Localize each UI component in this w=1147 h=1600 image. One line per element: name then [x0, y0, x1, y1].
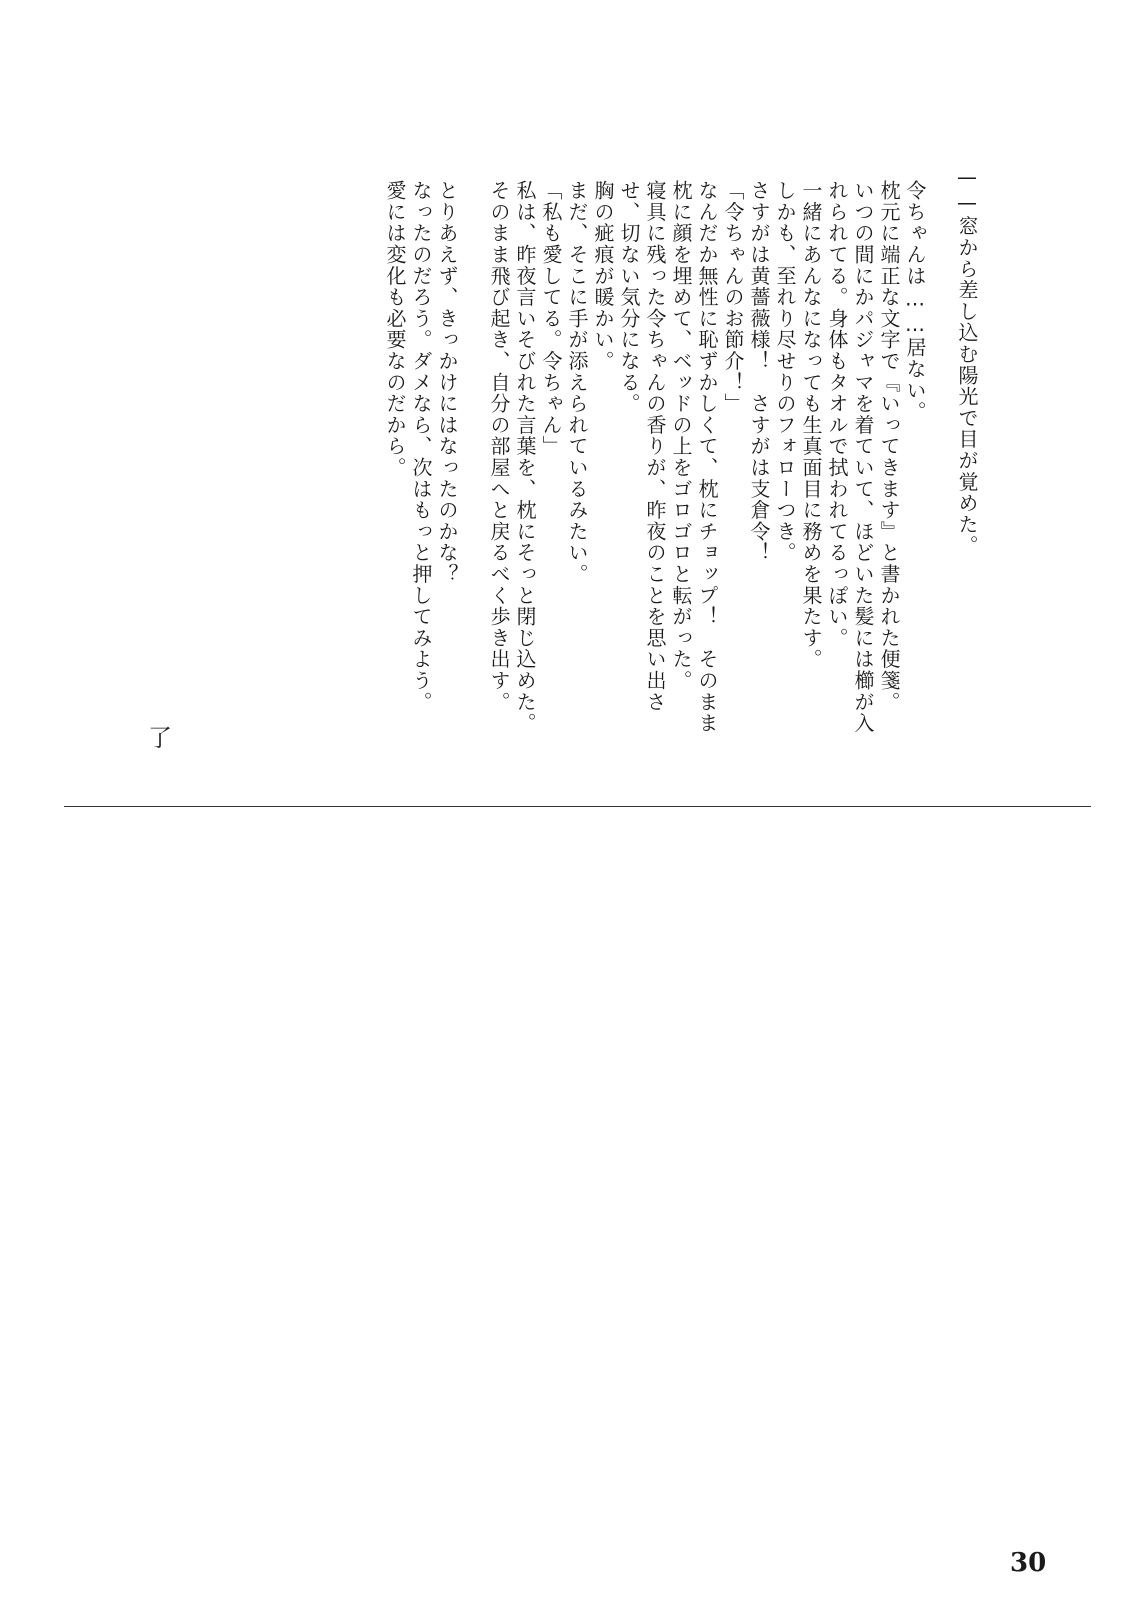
text-line-18: そのまま飛び起き、自分の部屋へと戻るべく歩き出す。: [487, 180, 511, 713]
text-line-21: 愛には変化も必要なのだから。: [383, 180, 407, 479]
text-line-19: とりあえず、きっかけにはなったのかな？: [435, 180, 459, 585]
text-line-4: いつの間にかパジャマを着ていて、ほどいた髪には櫛が入: [851, 180, 875, 734]
text-line-3: 枕元に端正な文字で『いってきます』と書かれた便箋。: [877, 180, 901, 713]
page-number: 30: [1010, 1548, 1047, 1578]
text-line-15: まだ、そこに手が添えられているみたい。: [565, 180, 589, 585]
text-line-16: 「私も愛してる。令ちゃん」: [539, 180, 563, 457]
text-line-7: しかも、至れり尽せりのフォローつき。: [773, 180, 797, 564]
end-mark: 了: [148, 724, 172, 752]
text-line-9: 「令ちゃんのお節介！」: [721, 180, 745, 415]
text-line-5: れられてる。身体もタオルで拭われてるっぽい。: [825, 180, 849, 649]
text-line-13: せ、切ない気分になる。: [617, 180, 641, 415]
divider-line: [64, 806, 1091, 807]
text-line-8: さすがは黄薔薇様！ さすがは支倉令！: [747, 180, 771, 564]
text-line-14: 胸の疵痕が暖かい。: [591, 180, 615, 372]
text-line-6: 一緒にあんなになっても生真面目に務めを果たす。: [799, 180, 823, 670]
text-line-17: 私は、昨夜言いそびれた言葉を、枕にそっと閉じ込めた。: [513, 180, 537, 734]
text-line-11: 枕に顔を埋めて、ベッドの上をゴロゴロと転がった。: [669, 180, 693, 692]
text-line-20: なったのだろう。ダメなら、次はもっと押してみよう。: [409, 180, 433, 713]
text-line-12: 寝具に残った令ちゃんの香りが、昨夜のことを思い出さ: [643, 180, 667, 713]
text-line-10: なんだか無性に恥ずかしくて、枕にチョップ！ そのまま: [695, 180, 719, 734]
text-line-2: 令ちゃんは……居ない。: [903, 180, 927, 423]
text-line-1: ——窓から差し込む陽光で目が覚めた。: [955, 165, 979, 557]
